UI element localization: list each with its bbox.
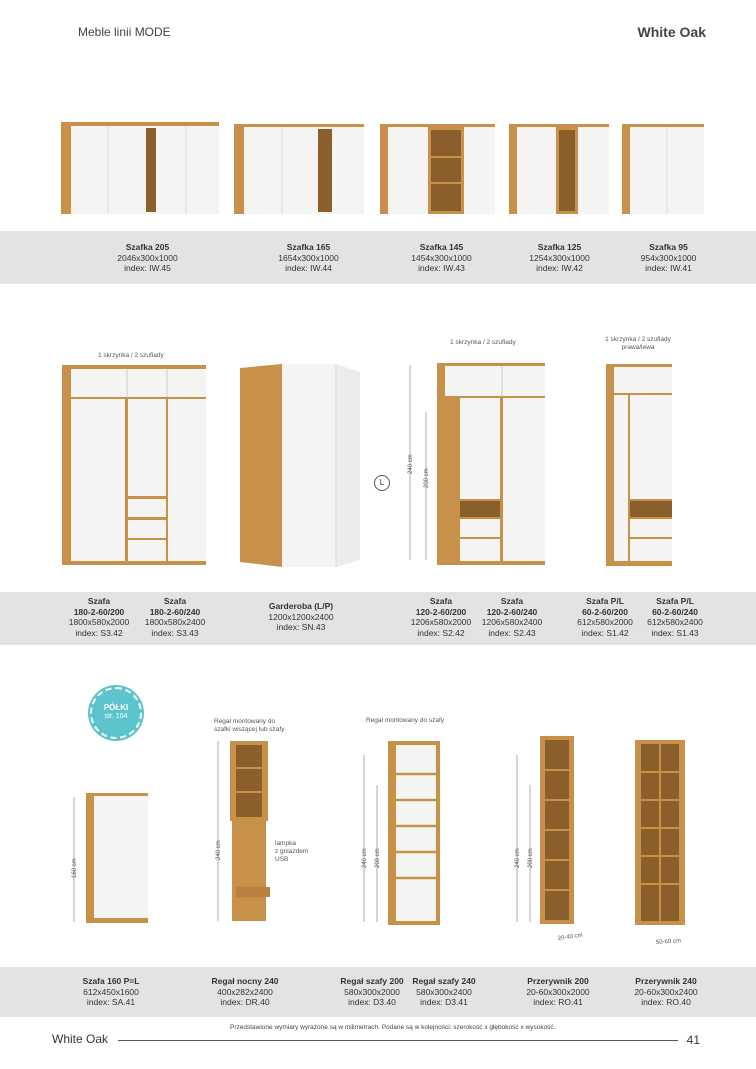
regal-szafy-image — [388, 741, 440, 925]
szafka-125-image — [509, 124, 609, 214]
series-title: Meble linii MODE — [78, 25, 171, 39]
dim-160: 160 cm — [72, 858, 78, 878]
label-szafka-165: Szafka 165 1654x300x1000 index: IW.44 — [278, 242, 339, 273]
dim-200-przerywnik: 200 cm — [528, 848, 534, 868]
label-szafka-205: Szafka 205 2046x300x1000 index: IW.45 — [117, 242, 178, 273]
label-szafa-160: Szafa 160 P=L 612x450x1600 index: SA.41 — [82, 976, 140, 1007]
finish-title: White Oak — [637, 24, 706, 40]
label-przerywnik-240: Przerywnik 240 20-60x300x2400 index: RO.40 — [634, 976, 698, 1007]
label-szafa-120-200: Szafa 120-2-60/200 1206x580x2000 index: S2.42 — [410, 596, 472, 638]
garderoba-image — [240, 364, 360, 567]
szafka-205-image — [61, 122, 219, 214]
note-regal-szafy: Regał montowany do szafy — [366, 717, 445, 724]
szafa-160-image — [86, 793, 148, 923]
dimensions-note: Przedstawione wymiary wyrażone są w milimetrach. Podane są w kolejności: szerokość x głębokość x wysokość. — [230, 1024, 556, 1031]
note-szafa-120: 1 skrzynka / 2 szuflady — [450, 339, 516, 346]
szafka-165-image — [234, 124, 364, 214]
label-szafa-180-240: Szafa 180-2-60/240 1800x580x2400 index: S3.43 — [144, 596, 206, 638]
szafka-95-image — [622, 124, 704, 214]
label-szafka-145: Szafka 145 1454x300x1000 index: IW.43 — [411, 242, 472, 273]
dim-200-szafy: 200 cm — [375, 848, 381, 868]
footer-finish: White Oak — [52, 1032, 109, 1046]
dim-2040: 20-40 cm — [557, 932, 584, 942]
szafa-120-image — [437, 363, 545, 565]
polki-badge[interactable]: PÓŁKI str. 104 — [90, 687, 142, 739]
page-number: 41 — [686, 1033, 700, 1047]
dim-240: 240 cm — [408, 454, 414, 474]
regal-nocny-image — [230, 741, 270, 921]
dim-240-przerywnik: 240 cm — [515, 848, 521, 868]
szafka-145-image — [380, 124, 495, 214]
label-regal-szafy-240: Regał szafy 240 580x300x2400 index: D3.41 — [412, 976, 476, 1007]
dim-200: 200 cm — [424, 468, 430, 488]
label-regal-nocny: Regał nocny 240 400x282x2400 index: DR.40 — [211, 976, 279, 1007]
przerywnik-240-image — [635, 740, 685, 925]
label-szafa-180-200: Szafa 180-2-60/200 1800x580x2000 index: S3.42 — [68, 596, 130, 638]
dim-240-szafy: 240 cm — [362, 848, 368, 868]
szafa-60-image — [606, 364, 672, 566]
note-lampka: lampka z gniazdem USB — [275, 840, 309, 863]
szafa-180-image — [62, 365, 206, 565]
dim-5060: 50-60 cm — [655, 938, 682, 946]
label-szafka-95: Szafka 95 954x300x1000 index: IW.41 — [640, 242, 697, 273]
corner-left-indicator: L — [374, 475, 390, 491]
label-regal-szafy-200: Regał szafy 200 580x300x2000 index: D3.40 — [340, 976, 404, 1007]
label-przerywnik-200: Przerywnik 200 20-60x300x2000 index: RO.41 — [526, 976, 590, 1007]
przerywnik-200-image — [540, 736, 574, 924]
label-szafa-60-200: Szafa P/L 60-2-60/200 612x580x2000 index: S1.42 — [577, 596, 633, 638]
label-szafa-120-240: Szafa 120-2-60/240 1206x580x2400 index: S2.43 — [481, 596, 543, 638]
label-garderoba: Garderoba (L/P) 1200x1200x2400 index: SN.43 — [268, 601, 334, 632]
note-regal-nocny: Regał montowany do szafki wiszącej lub szafy — [214, 718, 285, 733]
label-szafa-60-240: Szafa P/L 60-2-60/240 612x580x2400 index: S1.43 — [647, 596, 703, 638]
label-szafka-125: Szafka 125 1254x300x1000 index: IW.42 — [529, 242, 590, 273]
note-szafa-180: 1 skrzynka / 2 szuflady — [98, 352, 164, 359]
note-szafa-60: 1 skrzynka / 2 szuflady prawa/lewa — [605, 336, 671, 351]
dim-240-nocny: 240 cm — [216, 840, 222, 860]
footer-divider — [118, 1040, 678, 1041]
